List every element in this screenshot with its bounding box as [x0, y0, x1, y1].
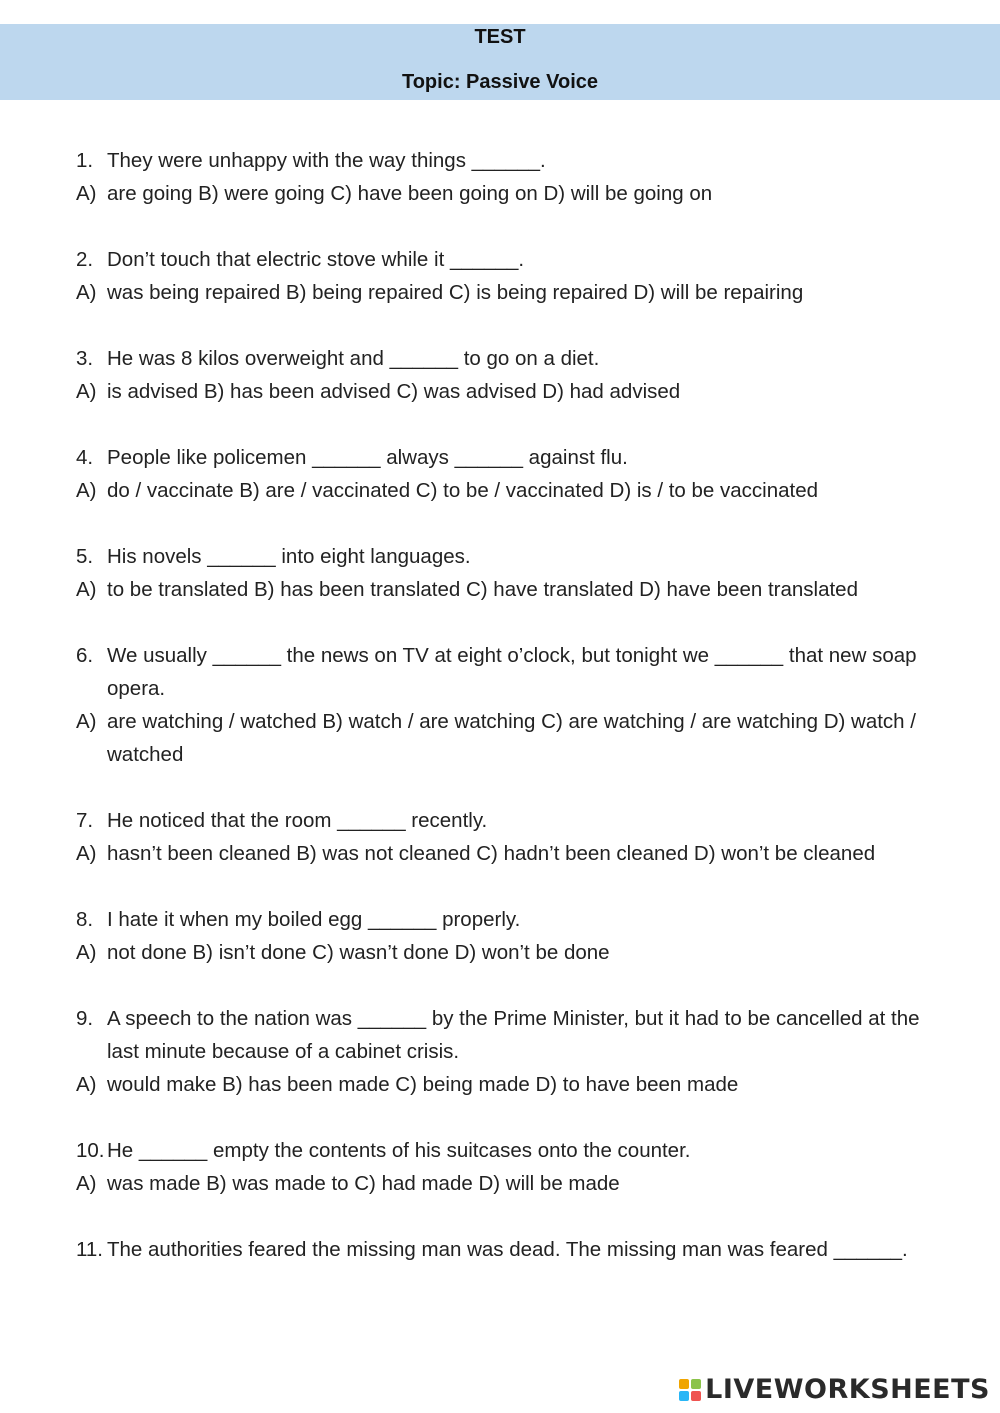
option-prefix: A): [76, 182, 97, 205]
question-number: 8.: [76, 908, 94, 931]
option-prefix: A): [76, 842, 97, 865]
answer-options: [0, 936, 1000, 969]
options-text: is advised B) has been advised C) was advised D) had advised: [107, 380, 681, 403]
question-item: [0, 441, 1000, 540]
question-item: [0, 342, 1000, 441]
option-prefix: A): [76, 479, 97, 502]
question-stem: He ______ empty the contents of his suitcases onto the counter.: [107, 1139, 691, 1162]
question-text: [0, 903, 1000, 936]
question-text: [0, 540, 1000, 573]
question-number: 2.: [76, 248, 94, 271]
options-text: was being repaired B) being repaired C) is being repaired D) will be repairing: [107, 281, 804, 304]
option-prefix: A): [76, 1073, 97, 1096]
option-prefix: A): [76, 1172, 97, 1195]
option-prefix: A): [76, 710, 97, 733]
question-text: [0, 342, 1000, 375]
question-item: [0, 1002, 1000, 1134]
spacer: [0, 1200, 1000, 1233]
question-stem: His novels ______ into eight languages.: [107, 545, 471, 568]
answer-options: [0, 1167, 1000, 1200]
spacer: [0, 969, 1000, 1002]
question-number: 4.: [76, 446, 94, 469]
question-item: [0, 639, 1000, 804]
question-text: [0, 639, 1000, 705]
question-stem: A speech to the nation was ______ by the Prime Minister, but it had to be cancelled at the last minute because of a cabinet crisis.: [107, 1007, 920, 1063]
question-stem: They were unhappy with the way things ______.: [107, 149, 546, 172]
option-prefix: A): [76, 941, 97, 964]
options-text: was made B) was made to C) had made D) will be made: [107, 1172, 620, 1195]
question-text: [0, 804, 1000, 837]
question-number: 10.: [76, 1139, 105, 1162]
question-text: [0, 1134, 1000, 1167]
options-text: hasn’t been cleaned B) was not cleaned C) hadn’t been cleaned D) won’t be cleaned: [107, 842, 876, 865]
spacer: [0, 408, 1000, 441]
question-text: [0, 144, 1000, 177]
options-text: would make B) has been made C) being made D) to have been made: [107, 1073, 739, 1096]
question-item: [0, 1233, 1000, 1266]
options-text: to be translated B) has been translated C) have translated D) have been translated: [107, 578, 858, 601]
question-number: 9.: [76, 1007, 94, 1030]
question-item: [0, 903, 1000, 1002]
spacer: [0, 309, 1000, 342]
question-text: [0, 1002, 1000, 1068]
question-item: [0, 144, 1000, 243]
answer-options: [0, 276, 1000, 309]
question-stem: The authorities feared the missing man was dead. The missing man was feared ______.: [107, 1238, 908, 1261]
question-list: [0, 144, 1000, 1266]
question-number: 1.: [76, 149, 94, 172]
option-prefix: A): [76, 578, 97, 601]
question-number: 7.: [76, 809, 94, 832]
question-stem: He noticed that the room ______ recently.: [107, 809, 488, 832]
answer-options: [0, 474, 1000, 507]
answer-options: [0, 705, 1000, 771]
spacer: [0, 606, 1000, 639]
answer-options: [0, 837, 1000, 870]
question-text: [0, 1233, 1000, 1266]
spacer: [0, 1101, 1000, 1134]
question-text: [0, 441, 1000, 474]
question-item: [0, 540, 1000, 639]
liveworksheets-logo: [679, 1374, 990, 1405]
question-text: [0, 243, 1000, 276]
question-item: [0, 243, 1000, 342]
answer-options: [0, 177, 1000, 210]
option-prefix: A): [76, 380, 97, 403]
options-text: are watching / watched B) watch / are watching C) are watching / are watching D) watch / watched: [107, 710, 916, 766]
logo-icon: [679, 1379, 701, 1401]
answer-options: [0, 1068, 1000, 1101]
logo-text: LIVEWORKSHEETS: [705, 1374, 990, 1405]
question-item: [0, 804, 1000, 903]
question-number: 5.: [76, 545, 94, 568]
spacer: [0, 507, 1000, 540]
question-item: [0, 1134, 1000, 1233]
question-number: 3.: [76, 347, 94, 370]
question-stem: I hate it when my boiled egg ______ properly.: [107, 908, 521, 931]
page-title: TEST: [474, 26, 526, 48]
question-stem: He was 8 kilos overweight and ______ to go on a diet.: [107, 347, 600, 370]
spacer: [0, 771, 1000, 804]
question-stem: People like policemen ______ always ______ against flu.: [107, 446, 628, 469]
options-text: not done B) isn’t done C) wasn’t done D) won’t be done: [107, 941, 610, 964]
answer-options: [0, 375, 1000, 408]
question-number: 6.: [76, 644, 94, 667]
answer-options: [0, 573, 1000, 606]
spacer: [0, 210, 1000, 243]
question-stem: We usually ______ the news on TV at eight o’clock, but tonight we ______ that new soap opera.: [107, 644, 917, 700]
question-stem: Don’t touch that electric stove while it ______.: [107, 248, 525, 271]
options-text: do / vaccinate B) are / vaccinated C) to be / vaccinated D) is / to be vaccinated: [107, 479, 819, 502]
question-number: 11.: [76, 1238, 103, 1261]
option-prefix: A): [76, 281, 97, 304]
spacer: [0, 870, 1000, 903]
page-topic: Topic: Passive Voice: [401, 71, 598, 93]
options-text: are going B) were going C) have been going on D) will be going on: [107, 182, 713, 205]
